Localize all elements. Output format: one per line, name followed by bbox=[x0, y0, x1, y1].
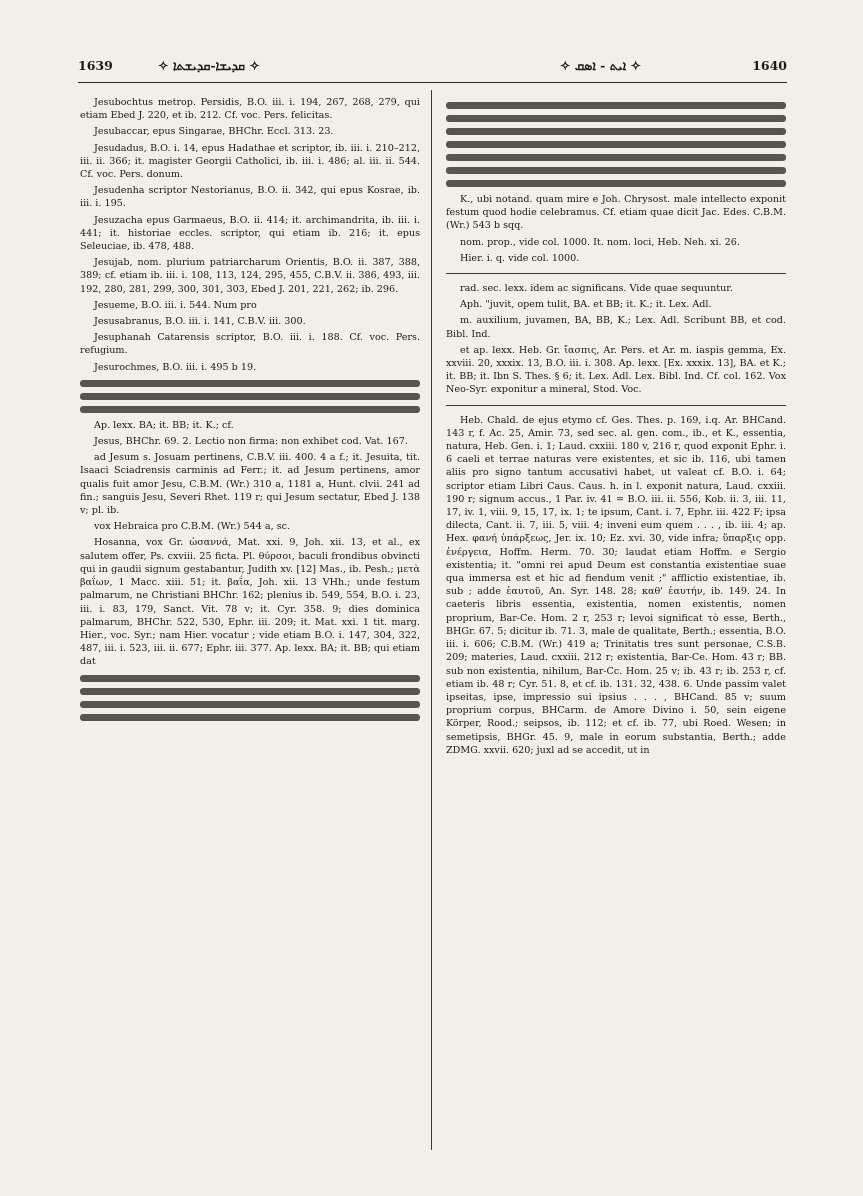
running-head-left: ✧ ܩܕܝܫܐ-ܩܕܝܫܬܐ ✧ bbox=[158, 58, 260, 73]
syriac-text-line bbox=[80, 406, 420, 413]
syriac-text-line bbox=[80, 701, 420, 708]
syriac-text-line bbox=[446, 167, 786, 174]
syriac-text-line bbox=[446, 141, 786, 148]
entry-hier: Hier. i. q. vide col. 1000. bbox=[460, 252, 580, 264]
column-divider bbox=[431, 90, 432, 1150]
left-column bbox=[80, 96, 420, 727]
section-rule bbox=[446, 273, 786, 274]
entry-jesurochmes: Jesurochmes, B.O. iii. i. 495 b 19. bbox=[94, 361, 257, 373]
section-rule bbox=[446, 405, 786, 406]
syriac-block bbox=[446, 102, 786, 187]
syriac-text-line bbox=[80, 714, 420, 721]
entry-jesubaccar: Jesubaccar, epus Singarae, BHChr. Eccl. 313. 23. bbox=[94, 126, 334, 138]
entry-iaspis: et ap. lexx. Heb. Gr. ἴασπις, Ar. Pers. et Ar. m. iaspis gemma, Ex. xxviii. 20, xxxix. 13, B.O. iii. i. 308. Ap. lexx. [Ex. xxxix. 13], BA. et K.; it. BB; it. Ibn S. Thes. § 6; it. Lex. Adl. Lex. Bibl. Ind. Cf. col. 162. Vox Neo-Syr. exponitur a mineral, Stod. Voc. bbox=[446, 344, 786, 396]
entry-jesuphanah: Jesuphanah Catarensis scriptor, B.O. iii. i. 188. Cf. voc. Pers. refugium. bbox=[80, 332, 420, 357]
entry-ad-jesum: ad Jesum s. Josuam pertinens, C.B.V. iii. 400. 4 a f.; it. Jesuita, tit. Isaaci Sciadrensis carminis ad Ferr.; it. ad Jesum pertinens, amor qualis fuit amor Jesu, C.B.M. (Wr.) 310 a, 1181 a, Hunt. clvii. 241 ad fin.; sanguis Jesu, Severi Rhet. 119 r; qui Jesum sectatur, Ebed J. 138 v; pl. ib. bbox=[80, 452, 420, 517]
entry-ap-lexx: Ap. lexx. BA; it. BB; it. K.; cf. bbox=[94, 419, 234, 431]
entry-jesudadus: Jesudadus, B.O. i. 14, epus Hadathae et scriptor, ib. iii. i. 210–212, iii. ii. 366; it. magister Georgii Catholici, ib. iii. i. 486; al. iii. ii. 544. Cf. voc. Pers. donum. bbox=[80, 142, 420, 181]
syriac-text-line bbox=[446, 128, 786, 135]
entry-festum: K., ubi notand. quam mire e Joh. Chrysost. male intellecto exponit festum quod hodie celebramus. Cf. etiam quae dicit Jac. Edes. C.B.M. (Wr.) 543 b sqq. bbox=[446, 194, 786, 232]
entry-aph: Aph. "juvit, opem tulit, BA. et BB; it. K.; it. Lex. Adl. bbox=[460, 299, 712, 311]
entry-nom-prop: nom. prop., vide col. 1000. It. nom. loci, Heb. Neh. xi. 26. bbox=[460, 236, 740, 248]
syriac-text-line bbox=[446, 102, 786, 109]
entry-vox-hebraica: vox Hebraica pro C.B.M. (Wr.) 544 a, sc. bbox=[94, 521, 291, 533]
header-rule bbox=[78, 82, 787, 83]
page-header bbox=[78, 58, 787, 80]
entry-essentia: Heb. Chald. de ejus etymo cf. Ges. Thes. p. 169, i.q. Ar. BHCand. 143 r, f. Ac. 25, Amir. 73, sed sec. al. gen. com., ib., et K., essentia, natura, Heb. Gen. i. 1; Laud. cxxiii. 180 v, 216 r, quod exponit Ephr. i. 6 caeli et terrae naturas vere existentes, et sic ib. 116, ubi tamen aliis pro signo tantum accusativi habet, ut valeat cf. B.O. i. 64; scriptor etiam Libri Caus. Caus. h. in l. exponit natura, Laud. cxxiii. 190 r; signum accus., 1 Par. iv. 41 = B.O. iii. ii. 556, Kob. ii. 3, iii. 11, 17, iv. 1, viii. 9, 15, 17, ix. 1; te ipsum, Cant. i. 7, Ephr. iii. 422 F; ipsa dilecta, Cant. ii. 7, iii. 5, viii. 4; inveni eum quem . . . , ib. iii. 4; ap. Hex. φανή ὑπάρξεως, Jer. ix. 10; Ez. xvi. 30, vide infra; ὕπαρξις opp. ἐνέργεια, Hoffm. Herm. 70. 30; laudat etiam Hoffm. e Sergio existentia; it. "omni rei apud Deum est constantia existentiae suae qua immersa est et hic ad fiendum venit ;" afflictio existentiae, ib. sub ; adde ἑαυτοῦ, An. Syr. 148. 28; καθ' ἑαυτήν, ib. 149. 24. In caeteris libris essentia, existentia, nomen existentis, nomen proprium, Bar-Ce. Hom. 2 r, 253 r; levoi significat τὸ esse, Berth., BHGr. 67. 5; dicitur ib. 71. 3, male de qualitate, Berth.; essentia, B.O. iii. i. 606; C.B.M. (Wr.) 419 a; Trinitatis tres sunt personae, C.S.B. 209; materies, Laud. cxxiii. 212 r; existentia, Bar-Ce. Hom. 43 r; BB. sub non existentia, nihilum, Bar-Cc. Hom. 25 v; ib. 43 r; ib. 253 r, cf. etiam ib. 48 r; Cyr. 51. 8, et cf. ib. 131. 32, 438. 6. Unde passim valet ipseitas, ipse, impressio sui ipsius . . . , BHCand. 85 v; suum proprium corpus, BHCarm. de Amore Divino i. 50, sein eigene Körper, Rood.; seipsos, ib. 112; et cf. ib. 77, ubi Roed. Wesen; in semetipsis, BHGr. 45. 9, male in eorum substantia, Berth.; adde ZDMG. xxvii. 620; juxl ad se accedit, ut in bbox=[446, 414, 786, 756]
syriac-text-line bbox=[80, 675, 420, 682]
right-column bbox=[446, 96, 786, 760]
syriac-block bbox=[80, 675, 420, 721]
entry-jesueme: Jesueme, B.O. iii. i. 544. Num pro bbox=[94, 299, 257, 311]
page-number-left: 1639 bbox=[78, 58, 113, 73]
syriac-text-line bbox=[80, 688, 420, 695]
entry-jesus: Jesus, BHChr. 69. 2. Lectio non firma: non exhibet cod. Vat. 167. bbox=[94, 436, 408, 448]
syriac-text-line bbox=[80, 380, 420, 387]
syriac-text-line bbox=[446, 180, 786, 187]
syriac-text-line bbox=[80, 393, 420, 400]
running-head-right: ✧ ܐܝܬ - ܐܣܩ ✧ bbox=[560, 58, 642, 73]
page-number-right: 1640 bbox=[752, 58, 787, 73]
entry-jesusabranus: Jesusabranus, B.O. iii. i. 141, C.B.V. iii. 300. bbox=[94, 316, 306, 328]
entry-jesuzacha: Jesuzacha epus Garmaeus, B.O. ii. 414; it. archimandrita, ib. iii. i. 441; it. historiae eccles. scriptor, qui etiam ib. 216; it. epus Seleuciae, ib. 478, 488. bbox=[80, 214, 420, 253]
syriac-block bbox=[80, 380, 420, 413]
entry-hosanna: Hosanna, vox Gr. ὡσαννά, Mat. xxi. 9, Joh. xii. 13, et al., ex salutem offer, Ps. cxviii. 25 ficta. Pl. θύρσοι, baculi frondibus obvincti qui in gaudii signum gestabantur, Judith xv. [12] Mas., ib. Pesh.; μετὰ βαΐων, 1 Macc. xiii. 51; it. βαΐα, Joh. xii. 13 VHh.; unde festum palmarum, ne Christiani BHChr. 162; plenius ib. 549, 554, B.O. i. 23, iii. i. 83, 179, Sanct. Vit. 78 v; it. Cyr. 358. 9; dies dominica palmarum, BHChr. 522, 530, Ephr. iii. 209; it. Mat. xxi. 1 tit. marg. Hier., voc. Syr.; nam Hier. vocatur ; vide etiam B.O. i. 147, 304, 322, 487, iii. i. 523, iii. ii. 677; Ephr. iii. 377. Ap. lexx. BA; it. BB; qui etiam dat bbox=[80, 537, 420, 668]
entry-auxilium: m. auxilium, juvamen, BA, BB, K.; Lex. Adl. Scribunt BB, et cod. Bibl. Ind. bbox=[446, 315, 786, 340]
entry-jesujab: Jesujab, nom. plurium patriarcharum Orientis, B.O. ii. 387, 388, 389; cf. etiam ib. iii. i. 108, 113, 124, 295, 455, C.B.V. ii. 386, 493, iii. 192, 280, 281, 299, 300, 301, 303, Ebed J. 201, 221, 262; ib. 296. bbox=[80, 257, 420, 295]
entry-jesudenha: Jesudenha scriptor Nestorianus, B.O. ii. 342, qui epus Kosrae, ib. iii. i. 195. bbox=[80, 185, 420, 210]
syriac-text-line bbox=[446, 154, 786, 161]
entry-jesubochtus: Jesubochtus metrop. Persidis, B.O. iii. i. 194, 267, 268, 279, qui etiam Ebed J. 220, et ib. 212. Cf. voc. Pers. felicitas. bbox=[80, 97, 420, 122]
syriac-text-line bbox=[446, 115, 786, 122]
entry-rad-sec-lexx: rad. sec. lexx. idem ac significans. Vide quae sequuntur. bbox=[460, 283, 733, 295]
